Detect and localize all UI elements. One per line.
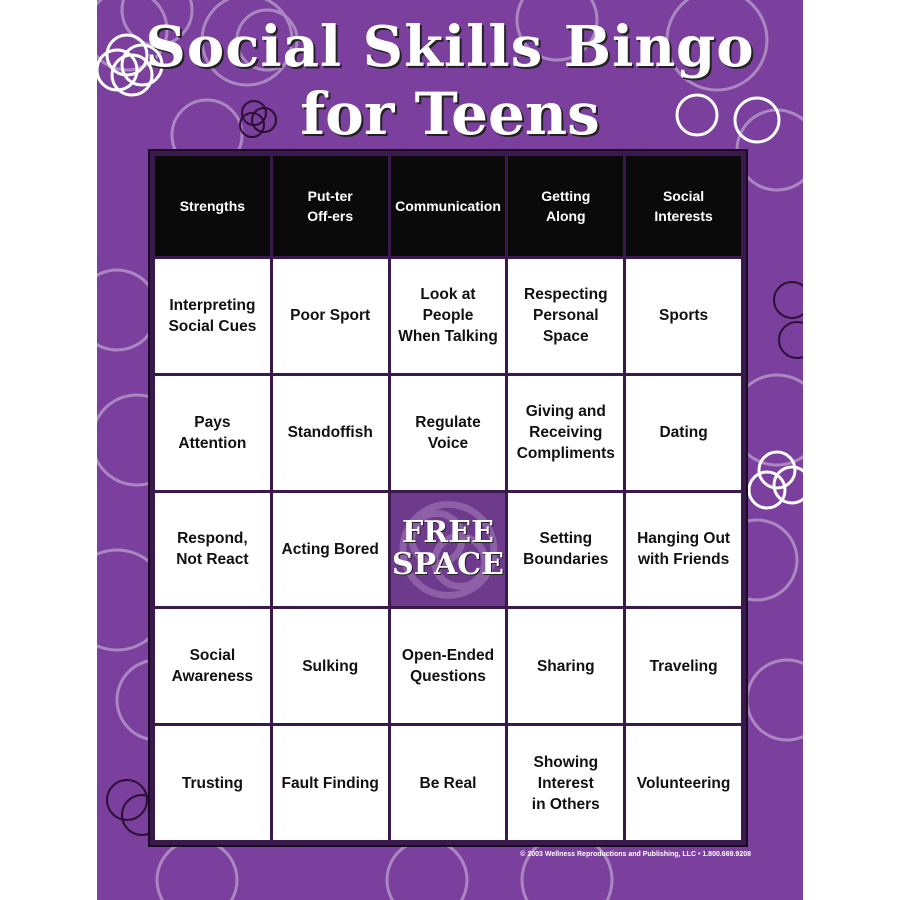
bingo-cell[interactable]: Acting Bored — [273, 493, 388, 607]
free-space-line-2: SPACE — [391, 547, 505, 583]
bingo-cell[interactable]: Volunteering — [626, 726, 741, 840]
bingo-cell[interactable]: Be Real — [391, 726, 506, 840]
bingo-cell[interactable]: Dating — [626, 376, 741, 490]
bingo-board — [148, 149, 748, 847]
bingo-cell[interactable]: Respond, Not React — [155, 493, 270, 607]
bingo-cell[interactable]: Look at People When Talking — [391, 259, 506, 373]
bingo-cell[interactable]: Regulate Voice — [391, 376, 506, 490]
bingo-cell[interactable]: Fault Finding — [273, 726, 388, 840]
bingo-cell[interactable]: Poor Sport — [273, 259, 388, 373]
bingo-cell[interactable]: Standoffish — [273, 376, 388, 490]
bingo-cell[interactable]: Pays Attention — [155, 376, 270, 490]
bingo-cell[interactable]: Trusting — [155, 726, 270, 840]
bingo-cell[interactable]: Interpreting Social Cues — [155, 259, 270, 373]
column-header: Social Interests — [626, 156, 741, 256]
title-line-1: Social Skills Bingo — [145, 14, 755, 80]
bingo-cell[interactable]: Sulking — [273, 609, 388, 723]
column-header: Getting Along — [508, 156, 623, 256]
bingo-cell[interactable]: Sharing — [508, 609, 623, 723]
bingo-cell[interactable]: Giving and Receiving Compliments — [508, 376, 623, 490]
bingo-cell[interactable]: Open-Ended Questions — [391, 609, 506, 723]
bingo-cell[interactable]: Showing Interest in Others — [508, 726, 623, 840]
free-space-line-1: FREE — [402, 515, 494, 551]
bingo-poster — [97, 0, 803, 900]
bingo-cell[interactable]: Setting Boundaries — [508, 493, 623, 607]
column-header: Communication — [391, 156, 506, 256]
free-space-cell[interactable] — [391, 493, 506, 607]
title-line-2: for Teens — [300, 80, 600, 148]
column-header: Strengths — [155, 156, 270, 256]
bingo-cell[interactable]: Respecting Personal Space — [508, 259, 623, 373]
bingo-cell[interactable]: Sports — [626, 259, 741, 373]
column-header: Put-ter Off-ers — [273, 156, 388, 256]
bingo-cell[interactable]: Hanging Out with Friends — [626, 493, 741, 607]
bingo-cell[interactable]: Traveling — [626, 609, 741, 723]
bingo-cell[interactable]: Social Awareness — [155, 609, 270, 723]
copyright-notice: © 2003 Wellness Reproductions and Publishing, LLC • 1.800.669.9208 — [520, 851, 751, 858]
